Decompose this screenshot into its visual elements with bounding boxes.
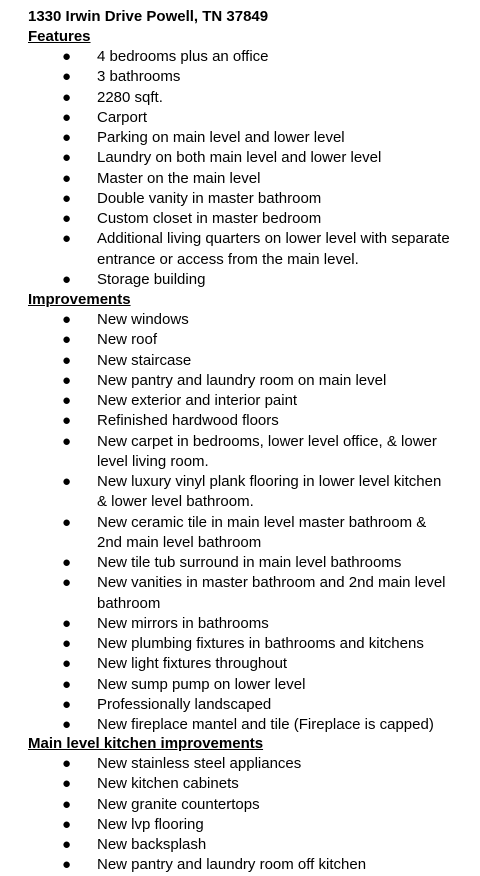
list-item-text: New fireplace mantel and tile (Fireplace is capped) — [97, 716, 434, 733]
bullet-icon: ● — [62, 108, 72, 126]
list-item-text: New mirrors in bathrooms — [97, 614, 269, 632]
list-item-text: 4 bedrooms plus an office — [97, 48, 269, 65]
list-item-text: New exterior and interior paint — [97, 392, 298, 409]
list-item-text: New luxury vinyl plank flooring in lower level kitchen & lower level bathroom. — [97, 473, 442, 511]
list-item — [0, 371, 480, 391]
list-item-text: New stainless steel appliances — [97, 755, 302, 772]
bullet-icon: ● — [62, 270, 72, 288]
list-item-text: New granite countertops — [97, 795, 260, 813]
list-item-text: New lvp flooring — [97, 815, 204, 833]
list-item — [0, 774, 480, 794]
section-heading-improvements: Improvements — [28, 291, 131, 308]
list-item-text: Professionally landscaped — [97, 695, 272, 713]
list-item-text: Additional living quarters on lower level with separate entrance or access from the main level. — [97, 230, 450, 268]
list-item — [0, 675, 480, 695]
bullet-icon: ● — [62, 554, 72, 571]
list-item — [0, 209, 480, 229]
bullet-icon: ● — [62, 331, 72, 349]
list-item — [0, 88, 480, 108]
list-item — [0, 795, 480, 815]
list-item-text: Laundry on both main level and lower level — [97, 149, 382, 167]
section-heading-features: Features — [28, 28, 91, 45]
list-item — [0, 67, 480, 87]
list-item — [0, 695, 480, 715]
list-item — [0, 391, 480, 411]
list-item — [0, 47, 480, 67]
list-item — [0, 351, 480, 371]
list-item — [0, 573, 480, 614]
bullet-icon: ● — [62, 392, 72, 409]
list-item-text: New light fixtures throughout — [97, 655, 288, 673]
list-item-text: New carpet in bedrooms, lower level office, & lower level living room. — [97, 432, 437, 470]
bullet-icon: ● — [62, 432, 72, 450]
list-item — [0, 432, 480, 473]
bullet-icon: ● — [62, 48, 72, 65]
list-item-text: New tile tub surround in main level bathrooms — [97, 554, 402, 571]
list-item — [0, 754, 480, 774]
bullet-icon: ● — [62, 716, 72, 733]
bullet-icon: ● — [62, 68, 72, 86]
bullet-icon: ● — [62, 755, 72, 772]
bullet-icon: ● — [62, 371, 72, 389]
bullet-icon: ● — [62, 88, 72, 106]
list-item-text: Custom closet in master bedroom — [97, 210, 322, 227]
list-item-text: Carport — [97, 108, 148, 126]
list-item — [0, 310, 480, 330]
list-item — [0, 634, 480, 654]
bullet-icon: ● — [62, 351, 72, 369]
list-item-text: New kitchen cabinets — [97, 775, 239, 793]
section-heading-kitchen: Main level kitchen improvements — [28, 735, 264, 752]
list-item-text: Storage building — [97, 270, 206, 288]
bullet-icon: ● — [62, 169, 72, 187]
bullet-icon: ● — [62, 129, 72, 146]
list-item — [0, 513, 480, 554]
improvements-list — [0, 310, 480, 735]
list-item — [0, 553, 480, 573]
list-item-text: Double vanity in master bathroom — [97, 189, 322, 207]
list-item-text: Refinished hardwood floors — [97, 412, 279, 430]
list-item-text: New vanities in master bathroom and 2nd main level bathroom — [97, 574, 446, 612]
list-item-text: New roof — [97, 331, 158, 349]
bullet-icon: ● — [62, 230, 72, 248]
bullet-icon: ● — [62, 574, 72, 592]
bullet-icon: ● — [62, 210, 72, 227]
list-item — [0, 654, 480, 674]
list-item-text: 2280 sqft. — [97, 88, 163, 106]
bullet-icon: ● — [62, 655, 72, 673]
bullet-icon: ● — [62, 412, 72, 430]
list-item-text: New backsplash — [97, 836, 207, 853]
list-item — [0, 189, 480, 209]
features-list — [0, 47, 480, 290]
list-item — [0, 835, 480, 855]
list-item-text: New staircase — [97, 351, 192, 369]
list-item — [0, 855, 480, 875]
list-item — [0, 472, 480, 513]
bullet-icon: ● — [62, 836, 72, 853]
list-item — [0, 229, 480, 270]
kitchen-improvements-list — [0, 754, 480, 876]
list-item-text: New windows — [97, 311, 189, 328]
bullet-icon: ● — [62, 815, 72, 833]
list-item — [0, 148, 480, 168]
bullet-icon: ● — [62, 311, 72, 328]
list-item — [0, 270, 480, 290]
document-title: 1330 Irwin Drive Powell, TN 37849 — [28, 8, 269, 25]
bullet-icon: ● — [62, 473, 72, 490]
bullet-icon: ● — [62, 149, 72, 167]
list-item — [0, 169, 480, 189]
list-item — [0, 330, 480, 350]
list-item-text: New pantry and laundry room on main level — [97, 371, 387, 389]
bullet-icon: ● — [62, 775, 72, 793]
bullet-icon: ● — [62, 189, 72, 207]
bullet-icon: ● — [62, 635, 72, 652]
bullet-icon: ● — [62, 795, 72, 813]
list-item-text: New pantry and laundry room off kitchen — [97, 856, 367, 874]
list-item-text: New plumbing fixtures in bathrooms and kitchens — [97, 635, 424, 652]
list-item-text: Parking on main level and lower level — [97, 129, 345, 146]
list-item — [0, 614, 480, 634]
bullet-icon: ● — [62, 675, 72, 693]
list-item — [0, 715, 480, 735]
list-item-text: New ceramic tile in main level master bathroom & 2nd main level bathroom — [97, 513, 427, 551]
list-item — [0, 108, 480, 128]
list-item — [0, 815, 480, 835]
bullet-icon: ● — [62, 513, 72, 531]
list-item — [0, 411, 480, 431]
list-item-text: Master on the main level — [97, 169, 261, 187]
bullet-icon: ● — [62, 614, 72, 632]
list-item — [0, 128, 480, 148]
bullet-icon: ● — [62, 856, 72, 874]
bullet-icon: ● — [62, 695, 72, 713]
list-item-text: New sump pump on lower level — [97, 675, 306, 693]
list-item-text: 3 bathrooms — [97, 68, 181, 86]
